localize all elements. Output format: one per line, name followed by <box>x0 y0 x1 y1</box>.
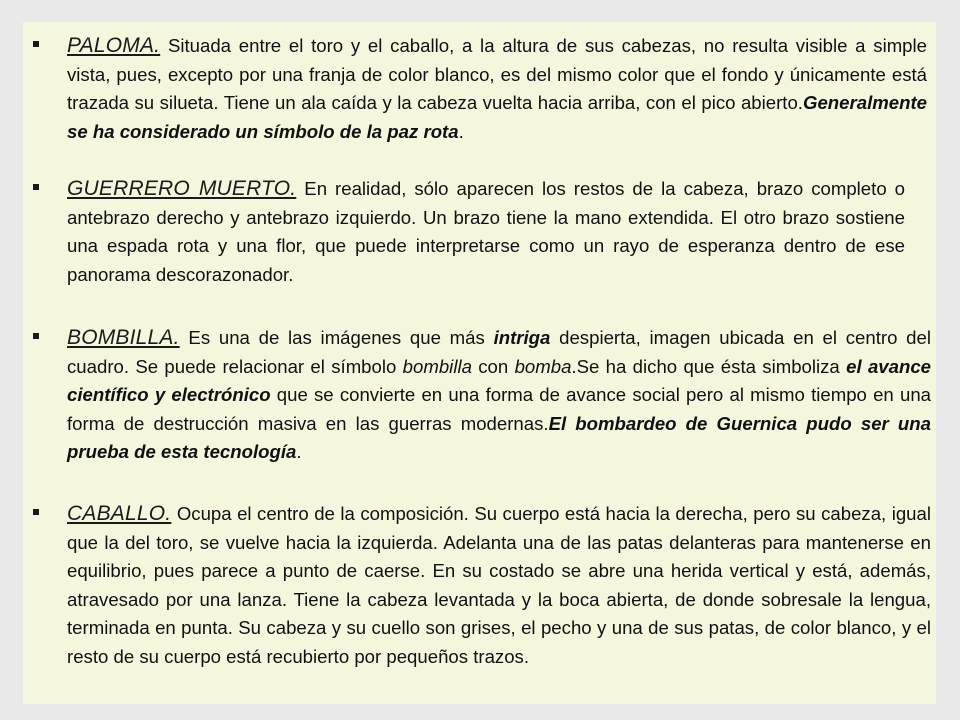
term-guerrero-muerto: GUERRERO MUERTO. <box>67 177 297 200</box>
square-bullet-icon <box>33 333 39 339</box>
square-bullet-icon <box>33 41 39 47</box>
term-paloma: PALOMA. <box>67 34 161 57</box>
term-bombilla: BOMBILLA. <box>67 326 180 349</box>
square-bullet-icon <box>33 509 39 515</box>
paragraph-bombilla: BOMBILLA. Es una de las imágenes que más intriga despierta, imagen ubicada en el centro del cuadro. Se puede relacionar el símbolo bombilla con bomba.Se ha dicho que ésta simboliza el avance científico y electrónico que se convierte en una forma de avance social pero al mismo tiempo en una forma de destrucción masiva en las guerras modernas.El bombardeo de Guernica pudo ser una prueba de esta tecnología. <box>67 326 932 463</box>
term-caballo: CABALLO. <box>67 502 172 525</box>
paragraph-paloma: PALOMA. Situada entre el toro y el caballo, a la altura de sus cabezas, no resulta visible a simple vista, pues, excepto por una franja de color blanco, es del mismo color que el fondo y únicamente está trazada su silueta. Tiene un ala caída y la cabeza vuelta hacia arriba, con el pico abierto.Generalmente se ha considerado un símbolo de la paz rota. <box>67 34 927 142</box>
slide-content <box>23 22 936 704</box>
paragraph-guerrero-muerto: GUERRERO MUERTO. En realidad, sólo aparecen los restos de la cabeza, brazo completo o antebrazo derecho y antebrazo izquierdo. Un brazo tiene la mano extendida. El otro brazo sostiene una espada rota y una flor, que puede interpretarse como un rayo de esperanza dentro de ese panorama descorazonador. <box>67 177 906 285</box>
square-bullet-icon <box>33 184 39 190</box>
paragraph-caballo: CABALLO. Ocupa el centro de la composición. Su cuerpo está hacia la derecha, pero su cabeza, igual que la del toro, se vuelve hacia la izquierda. Adelanta una de las patas delanteras para mantenerse en equilibrio, pues parece a punto de caerse. En su costado se abre una herida vertical y está, además, atravesado por una lanza. Tiene la cabeza levantada y la boca abierta, de donde sobresale la lengua, terminada en punta. Su cabeza y su cuello son grises, el pecho y una de sus patas, de color blanco, y el resto de su cuerpo está recubierto por pequeños trazos. <box>67 502 931 667</box>
